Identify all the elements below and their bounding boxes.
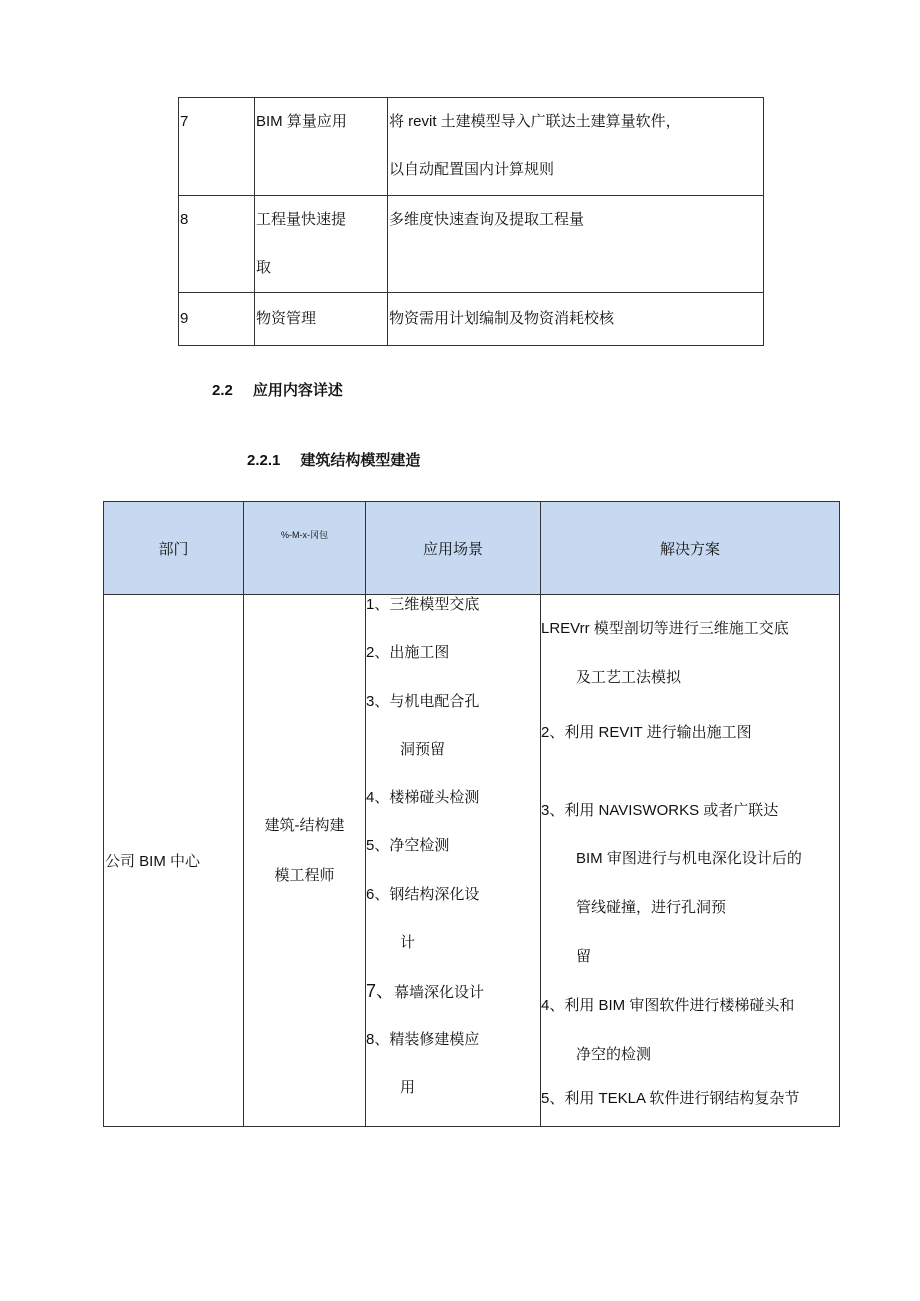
solution-line: 2、利用 REVIT 进行输出施工图 <box>541 724 752 741</box>
scenario-line: 5、净空检测 <box>366 837 450 855</box>
section-number: 2.2.1 <box>247 452 281 469</box>
scenario-line: 2、出施工图 <box>366 644 450 662</box>
header-scenario: 应用场景 <box>366 502 541 595</box>
section-number: 2.2 <box>212 382 233 399</box>
solution-line: LREVrr 模型剖切等进行三维施工交底 <box>541 620 789 637</box>
solution-line: 4、利用 BIM 审图软件进行楼梯碰头和 <box>541 997 795 1014</box>
row-name: 物资管理 <box>255 293 388 346</box>
table-row <box>104 595 840 1127</box>
section-heading-2-2-1 <box>247 449 420 470</box>
role-line: 建筑-结构建 <box>264 816 345 834</box>
application-detail-table <box>103 501 840 1127</box>
application-list-table <box>178 97 764 346</box>
solution-line: BIM 审图进行与机电深化设计后的 <box>576 850 802 867</box>
section-heading-2-2 <box>212 379 343 400</box>
row-description: 物资需用计划编制及物资消耗校核 <box>388 293 764 346</box>
row-number: 8 <box>179 196 255 293</box>
row-description: 多维度快速查询及提取工程量 <box>388 196 764 293</box>
solution-line: 净空的检测 <box>576 1046 652 1063</box>
solution-line: 5、利用 TEKLA 软件进行钢结构复杂节 <box>541 1090 800 1107</box>
scenario-line: 用 <box>400 1078 416 1096</box>
solution-cell <box>541 595 840 1127</box>
solution-line: 3、利用 NAVISWORKS 或者广联达 <box>541 802 779 819</box>
role-line: 模工程师 <box>274 866 335 884</box>
row-number: 7 <box>179 98 255 196</box>
table-row <box>179 196 764 293</box>
scenario-line: 计 <box>400 934 416 952</box>
scenario-number: 7、 <box>366 981 395 1002</box>
scenario-line: 8、精装修建模应 <box>366 1030 480 1048</box>
scenario-line: 4、楼梯碰头检测 <box>366 789 480 807</box>
role-cell <box>244 595 366 1127</box>
row-name: 工程量快速提 取 <box>255 196 388 293</box>
scenario-line: 1、三维模型交底 <box>366 596 480 613</box>
solution-line: 及工艺工法模拟 <box>576 669 682 686</box>
section-title: 建筑结构模型建造 <box>300 452 421 469</box>
scenario-line: 洞预留 <box>400 740 446 758</box>
header-role: %-M-x-冈包 <box>244 502 366 595</box>
scenario-line: 6、钢结构深化设 <box>366 885 480 903</box>
table-row <box>179 293 764 346</box>
solution-line: 留 <box>576 948 592 965</box>
scenario-line: 3、与机电配合孔 <box>366 692 480 710</box>
row-number: 9 <box>179 293 255 346</box>
header-solution: 解决方案 <box>541 502 840 595</box>
row-description: 将 revit 土建模型导入广联达土建算量软件， 以自动配置国内计算规则 <box>388 98 764 196</box>
header-department: 部门 <box>104 502 244 595</box>
department-cell: 公司 BIM 中心 <box>104 595 244 1127</box>
scenario-line: 7、幕墙深化设计 <box>366 981 485 1002</box>
table-row <box>179 98 764 196</box>
scenario-cell <box>366 595 541 1127</box>
solution-line: 管线碰撞，进行孔洞预 <box>576 899 727 916</box>
header-row <box>104 502 840 595</box>
row-name: BIM 算量应用 <box>255 98 388 196</box>
section-title: 应用内容详述 <box>252 382 343 399</box>
